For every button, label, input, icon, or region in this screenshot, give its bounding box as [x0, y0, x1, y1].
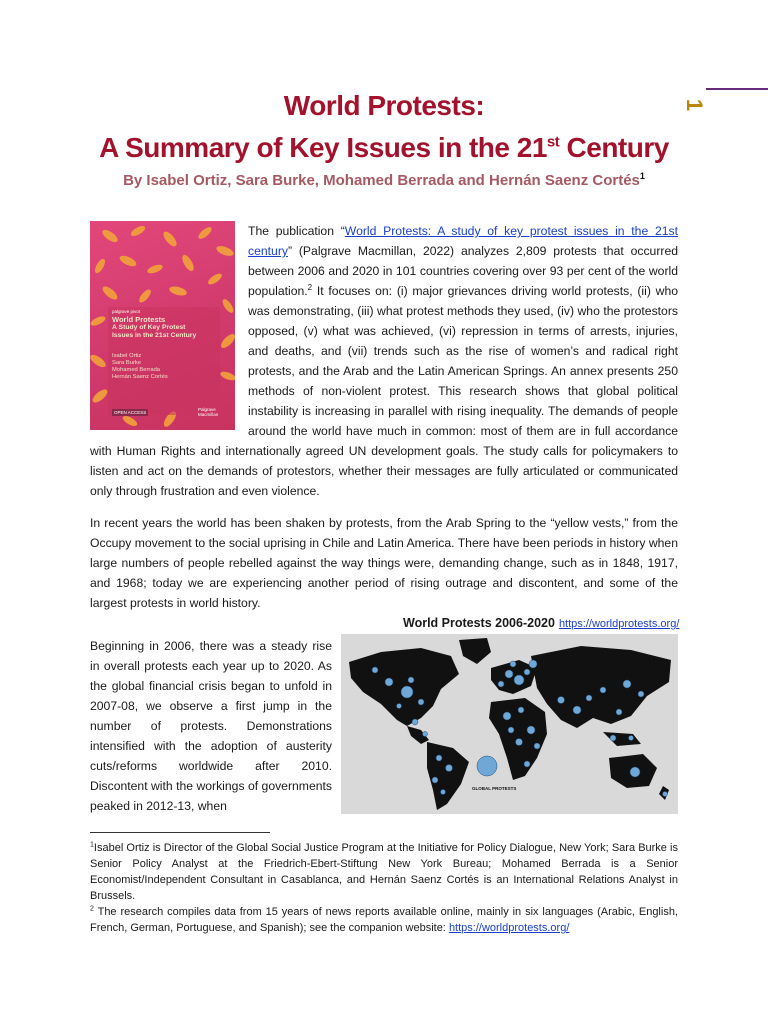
cover-author-3: Mohamed Berrada	[112, 367, 161, 373]
footnote-2-mark: 2	[90, 905, 94, 913]
footnote-2-text: The research compiles data from 15 years of news reports available online, mainly in six languages (Arabic, English, French, German, Portuguese, and Spanish); see the companion website:	[90, 906, 678, 934]
cover-series-label: palgrave pivot	[112, 309, 141, 314]
footnote-1-text: Isabel Ortiz is Director of the Global Social Justice Program at the Initiative for Policy Dialogue, New York; Sara Burke is Senior Policy Analyst at the Friedrich-Ebert-Stiftung New York Bureau; Mohamed Berrada is a Senior Economist/Independent Consultant in Casablanca, and Hernán Saenz Cortés is an International Relations Analyst in Brussels.	[90, 842, 678, 902]
paragraph-intro-body: ” (Palgrave Macmillan, 2022) analyzes 2,809 protests that occurred between 2006 and 2020 in 101 countries covering over 93 per cent of the world population.	[248, 244, 678, 298]
footnote-2	[90, 904, 678, 936]
cover-author-4: Hernán Saenz Cortés	[112, 374, 168, 380]
document-title-line1: World Protests:	[283, 90, 485, 121]
page-number: 1	[682, 98, 708, 112]
authors-text: By Isabel Ortiz, Sara Burke, Mohamed Berrada and Hernán Saenz Cortés	[123, 172, 640, 189]
paragraph-intro-lead: The publication “	[248, 224, 345, 238]
cover-title: World Protests	[112, 315, 166, 324]
footnote-2-link[interactable]: https://worldprotests.org/	[448, 922, 570, 934]
title-superscript: st	[546, 133, 560, 151]
map-caption	[403, 616, 679, 630]
footnote-separator	[90, 832, 270, 833]
cover-subtitle-1: A Study of Key Protest	[112, 324, 186, 331]
footnote-mark-2: 2	[307, 282, 313, 292]
authors-line	[0, 172, 768, 189]
paragraph-steady-rise: Beginning in 2006, there was a steady rise in overall protests each year up to 2020. As the global financial crisis began to unfold in 2007-08, we observe a first jump in the number of protests. Demonstrations intensified with the adoption of austerity cuts/reforms worldwide after 2010. Discontent with the workings of governments peaked in 2012-13, when	[90, 639, 332, 813]
cover-author-1: Isabel Ortiz	[112, 353, 142, 359]
map-caption-link[interactable]: https://worldprotests.org/	[558, 618, 680, 630]
footnote-1-mark: 1	[90, 841, 94, 849]
paragraph-intro	[90, 221, 678, 501]
cover-publisher-logo: Palgrave Macmillan	[198, 407, 219, 417]
paragraph-intro-body-2: It focuses on: (i) major grievances driving world protests, (ii) who was demonstrating, (iii) what protest methods they used, (iv) who the protestors opposed, (v) what was achieved, (vi) repression in terms of arrests, injuries, and deaths, and (vii) trends such as the rise of women’s and radical right protests, and the Arab and the Latin American Springs. An annex presents 250 methods of non-violent protest. This research shows that global political instability is increasing in parallel with rising inequality. The demands of people around the world have much in common: most of them are in full accordance with Human Rights and internationally agreed UN development goals. The study calls for policymakers to listen and act on the demands of protestors, whether their messages are fully articulated or communicated only through frustration and even violence.	[90, 284, 678, 498]
cover-open-access-badge: OPEN ACCESS	[114, 410, 147, 415]
cover-subtitle-2: Issues in the 21st Century	[112, 332, 197, 339]
world-protests-map	[341, 634, 678, 814]
cover-author-2: Sara Burke	[112, 360, 141, 366]
paragraph-recent-years: In recent years the world has been shaken by protests, from the Arab Spring to the “yellow vests,” from the Occupy movement to the social uprising in Chile and Latin America. There have been periods in history when large numbers of people rebelled against the way things were, demanding change, such as in 1848, 1917, and 1968; today we are experiencing another period of rising outrage and discontent, and some of the largest protests in world history.	[90, 516, 678, 610]
title-line2-end: Century	[559, 132, 669, 163]
document-title-line2	[0, 132, 768, 164]
map-caption-title: World Protests 2006-2020	[403, 616, 555, 630]
title-line2-main: A Summary of Key Issues in the 21	[99, 132, 547, 163]
authors-footnote-mark: 1	[639, 171, 645, 181]
map-legend-label: GLOBAL PROTESTS	[472, 786, 517, 791]
footnote-1	[90, 840, 678, 904]
publication-link[interactable]: World Protests: A study of key protest issues in the 21st century	[248, 224, 678, 258]
